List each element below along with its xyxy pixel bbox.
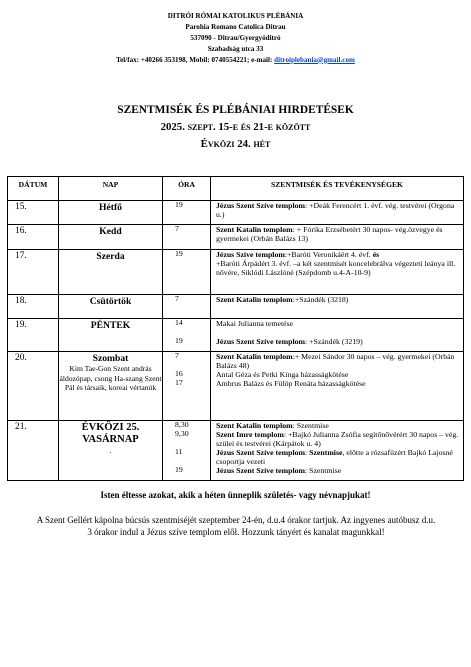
time-value: 11	[175, 446, 183, 456]
event-text: , előtte a rózsafüzért Bajkó Lajosné csoportja vezeti	[216, 447, 453, 466]
feast-saints: Kim Tae-Gon Szent andrás áldozópap, csong Ha-szang Szent Pál és társaik, koreai vértanúk	[59, 364, 162, 392]
event-church: Jézus Szent Szíve templom	[216, 201, 305, 210]
contact-line	[0, 55, 471, 66]
parish-name: DITRÓI RÓMAI KATOLIKUS PLÉBÁNIA	[167, 12, 304, 20]
liturgical-week	[0, 138, 471, 150]
event-church: Szent Katalin templom	[216, 225, 293, 234]
event-item	[216, 260, 461, 278]
event-church: Jézus Szíve templom	[216, 250, 285, 259]
row-time	[163, 295, 211, 319]
event-item	[216, 431, 461, 449]
row-time	[163, 250, 211, 295]
day-name: Hétfő	[99, 202, 122, 213]
date-suffix: e	[232, 121, 239, 133]
time-value: 9,30	[175, 428, 189, 438]
event-text: : +Deák Ferencért 1. évf. vég. testvérei (Orgona u.)	[216, 201, 455, 219]
time-value: 16	[175, 368, 183, 378]
row-events	[211, 421, 464, 481]
date-range	[0, 121, 471, 133]
row-date: 17.	[8, 250, 59, 295]
header-day: NAP	[59, 177, 163, 201]
row-events	[211, 225, 464, 250]
header-events: SZENTMISÉK ÉS TEVÉKENYSÉGEK	[211, 177, 464, 201]
week-word: hét	[253, 138, 271, 150]
event-text: :+ Mezei Sándor 30 napos – vég. gyermekei (Orbán Balázs 48)	[216, 352, 455, 370]
event-item	[216, 449, 461, 467]
day-name: ÉVKÖZI 25.	[81, 422, 140, 433]
date-month: szept.	[187, 121, 216, 133]
day-name: Csütörtök	[89, 296, 132, 307]
event-item	[216, 467, 461, 476]
row-date: 21.	[8, 421, 59, 481]
row-time	[163, 319, 211, 352]
event-church: Jézus Szent Szíve templom	[216, 447, 305, 457]
event-text: : +Szándék (3219)	[305, 336, 363, 346]
row-date: 18.	[8, 295, 59, 319]
row-day	[59, 225, 163, 250]
table-row	[8, 421, 464, 481]
day-name: Szerda	[96, 251, 125, 262]
row-events	[211, 201, 464, 225]
schedule-table	[7, 176, 464, 481]
event-item	[216, 353, 461, 371]
event-text: :	[305, 447, 310, 457]
row-time	[163, 201, 211, 225]
row-events	[211, 319, 464, 352]
event-conjunction: és	[372, 250, 380, 259]
row-date: 16.	[8, 225, 59, 250]
table-header-row	[8, 177, 464, 201]
event-church: Jézus Szent Szíve templom	[216, 465, 305, 475]
row-time	[163, 352, 211, 421]
day-name-sunday: VASÁRNAP	[82, 434, 139, 445]
day-name: Kedd	[99, 226, 122, 237]
time-value: 17	[175, 377, 183, 387]
row-day	[59, 421, 163, 481]
event-church: Szent Katalin templom	[216, 352, 293, 361]
day-name: PÉNTEK	[90, 320, 131, 331]
row-date: 15.	[8, 201, 59, 225]
time-value: 14	[175, 318, 183, 327]
event-item	[216, 338, 461, 347]
event-item	[216, 226, 461, 244]
page-title: SZENTMISÉK ÉS PLÉBÁNIAI HIRDETÉSEK	[117, 104, 354, 116]
row-events	[211, 352, 464, 421]
row-day	[59, 319, 163, 352]
event-text: : Szentmise	[305, 465, 342, 475]
event-text: : + Fórika Erzsébetért 30 napos- vég.özvegye és gyermekei (Orbán Balázs 13)	[216, 225, 443, 243]
time-value: 19	[175, 200, 183, 209]
date-between: e között	[267, 121, 311, 133]
time-value: 7	[175, 351, 179, 360]
row-events	[211, 250, 464, 295]
time-value: 8,30	[175, 420, 189, 429]
row-day	[59, 352, 163, 421]
event-item	[216, 202, 461, 220]
event-text: : +Bajkó Julianna Zsófia segítőnővérért 30 napos – vég. szülei és testvérei (Kárpátok u. 4)	[216, 429, 459, 448]
day-dot: .	[109, 446, 112, 455]
row-day	[59, 201, 163, 225]
street-address: Szabadság utca 33	[207, 44, 264, 53]
time-value: 7	[175, 224, 179, 233]
event-text: Antal Géza és Petki Kinga házasságkötése	[216, 369, 349, 379]
row-day	[59, 250, 163, 295]
time-value: 7	[175, 294, 179, 303]
postal-code-city: 537090 - Ditrau/Gyergyóditró	[190, 33, 281, 42]
event-church: Szent Imre templom	[216, 429, 284, 439]
email-link[interactable]: ditroiplebania@gmail.com	[274, 55, 355, 64]
row-day	[59, 295, 163, 319]
row-events	[211, 295, 464, 319]
table-row	[8, 250, 464, 295]
date-start: 15-	[215, 121, 233, 133]
event-item	[216, 296, 461, 305]
date-and: és	[238, 121, 254, 133]
time-value: 19	[175, 335, 183, 345]
day-name: Szombat	[92, 353, 129, 364]
parish-header	[0, 11, 471, 66]
header-time: ÓRA	[163, 177, 211, 201]
event-mass: Szentmise	[309, 447, 343, 457]
date-year: 2025.	[160, 121, 188, 133]
week-number: 24.	[234, 138, 254, 150]
parish-name-romanian: Parohia Romano Catolica Ditrau	[185, 22, 286, 31]
event-text: +Baróti Árpádért 3. évf. –a két szentmisét koncelebrálva végezteti leánya ill. nővére, Siklódi Lászlóné (Szépdomb u.4-A-10-9)	[216, 258, 456, 277]
header-date: DÁTUM	[8, 177, 59, 201]
event-text: :+Szándék (3218)	[292, 295, 349, 304]
event-text: Ambrus Balázs és Fülöp Renáta házasságkötése	[216, 378, 366, 388]
date-end: 21-	[253, 121, 268, 133]
event-item	[216, 380, 461, 389]
table-row	[8, 319, 464, 352]
time-value: 19	[175, 464, 183, 474]
event-text: : Szentmise	[292, 421, 329, 430]
time-value: 19	[175, 249, 183, 258]
week-label: Évközi	[200, 138, 235, 150]
row-date: 19.	[8, 319, 59, 352]
contact-phones: Tel/fax: +40266 353198, Mobil: 0740554221; e-mail:	[116, 55, 275, 64]
event-church: Szent Katalin templom	[216, 421, 293, 430]
event-text: Makai Julianna temetése	[216, 319, 294, 328]
row-time	[163, 225, 211, 250]
table-row	[8, 201, 464, 225]
table-row	[8, 225, 464, 250]
row-time	[163, 421, 211, 481]
event-text: :+Baróti Veronikáért 4. évf.	[284, 250, 373, 259]
birthday-notice: Isten éltesse azokat, akik a héten ünneplik születés- vagy névnapjukat!	[100, 490, 371, 500]
event-church: Jézus Szent Szíve templom	[216, 336, 305, 346]
event-item	[216, 320, 461, 329]
table-row	[8, 352, 464, 421]
row-date: 20.	[8, 352, 59, 421]
chapel-announcement: A Szent Gellért kápolna búcsús szentmiséjét szeptember 24-én, d.u.4 órakor tartjuk. Az ingyenes autóbusz d.u. 3 órakor indul a Jézus szíve templom elől. Hozzunk tányért és kanalat magunkkal!	[36, 515, 436, 537]
event-church: Szent Katalin templom	[216, 295, 293, 304]
table-row	[8, 295, 464, 319]
